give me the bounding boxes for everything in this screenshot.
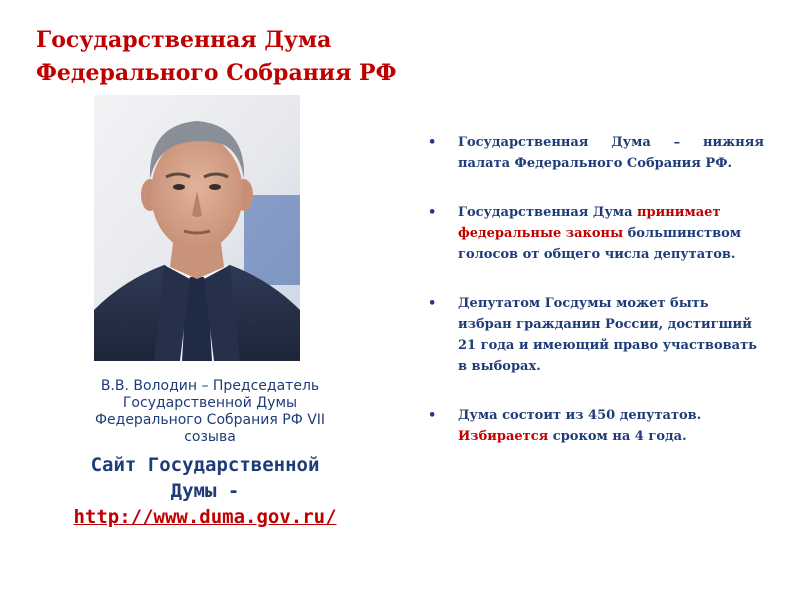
small-bullet-icon: • xyxy=(428,205,437,220)
list-item xyxy=(428,405,764,447)
bullet-text: Дума состоит из 450 депутатов. xyxy=(458,408,702,423)
bullet-text: Государственная Дума – нижняя палата Федерального Собрания РФ. xyxy=(458,135,764,171)
facts-list xyxy=(428,132,764,475)
small-bullet-icon: • xyxy=(428,296,437,311)
list-item xyxy=(428,202,764,265)
caption-line3: Федерального Собрания РФ VII xyxy=(94,412,326,428)
list-item xyxy=(428,132,764,174)
list-item xyxy=(428,293,764,377)
bullet-text: Депутатом Госдумы может быть избран гражданин России, достигший 21 года и имеющий право участвовать в выборах. xyxy=(458,296,757,374)
website-label-line2: Думы - xyxy=(170,480,240,502)
caption-line2: Государственной Думы xyxy=(122,395,298,411)
slide-title-line1: Государственная Дума xyxy=(36,27,332,53)
bullet-highlight: принимает федеральные законы xyxy=(458,205,721,241)
caption-line1: В.В. Володин – Председатель xyxy=(100,378,320,394)
slide-title xyxy=(36,24,396,90)
website-label-line1: Сайт Государственной xyxy=(90,454,320,476)
bullet-text-after: сроком на 4 года. xyxy=(548,429,687,444)
photo-caption xyxy=(40,378,380,446)
small-bullet-icon: • xyxy=(428,408,437,423)
website-link[interactable]: http://www.duma.gov.ru/ xyxy=(73,506,337,528)
bullet-text-after: большинством голосов от общего числа депутатов. xyxy=(458,226,742,262)
portrait-illustration xyxy=(94,95,300,361)
bullet-highlight: Избирается xyxy=(458,429,549,444)
caption-line4: созыва xyxy=(184,429,236,445)
portrait-photo xyxy=(94,95,300,361)
bullet-text-before: Государственная Дума xyxy=(458,205,638,220)
website-block xyxy=(30,452,380,530)
slide-title-line2: Федерального Собрания РФ xyxy=(36,60,397,86)
small-bullet-icon: • xyxy=(428,135,437,150)
